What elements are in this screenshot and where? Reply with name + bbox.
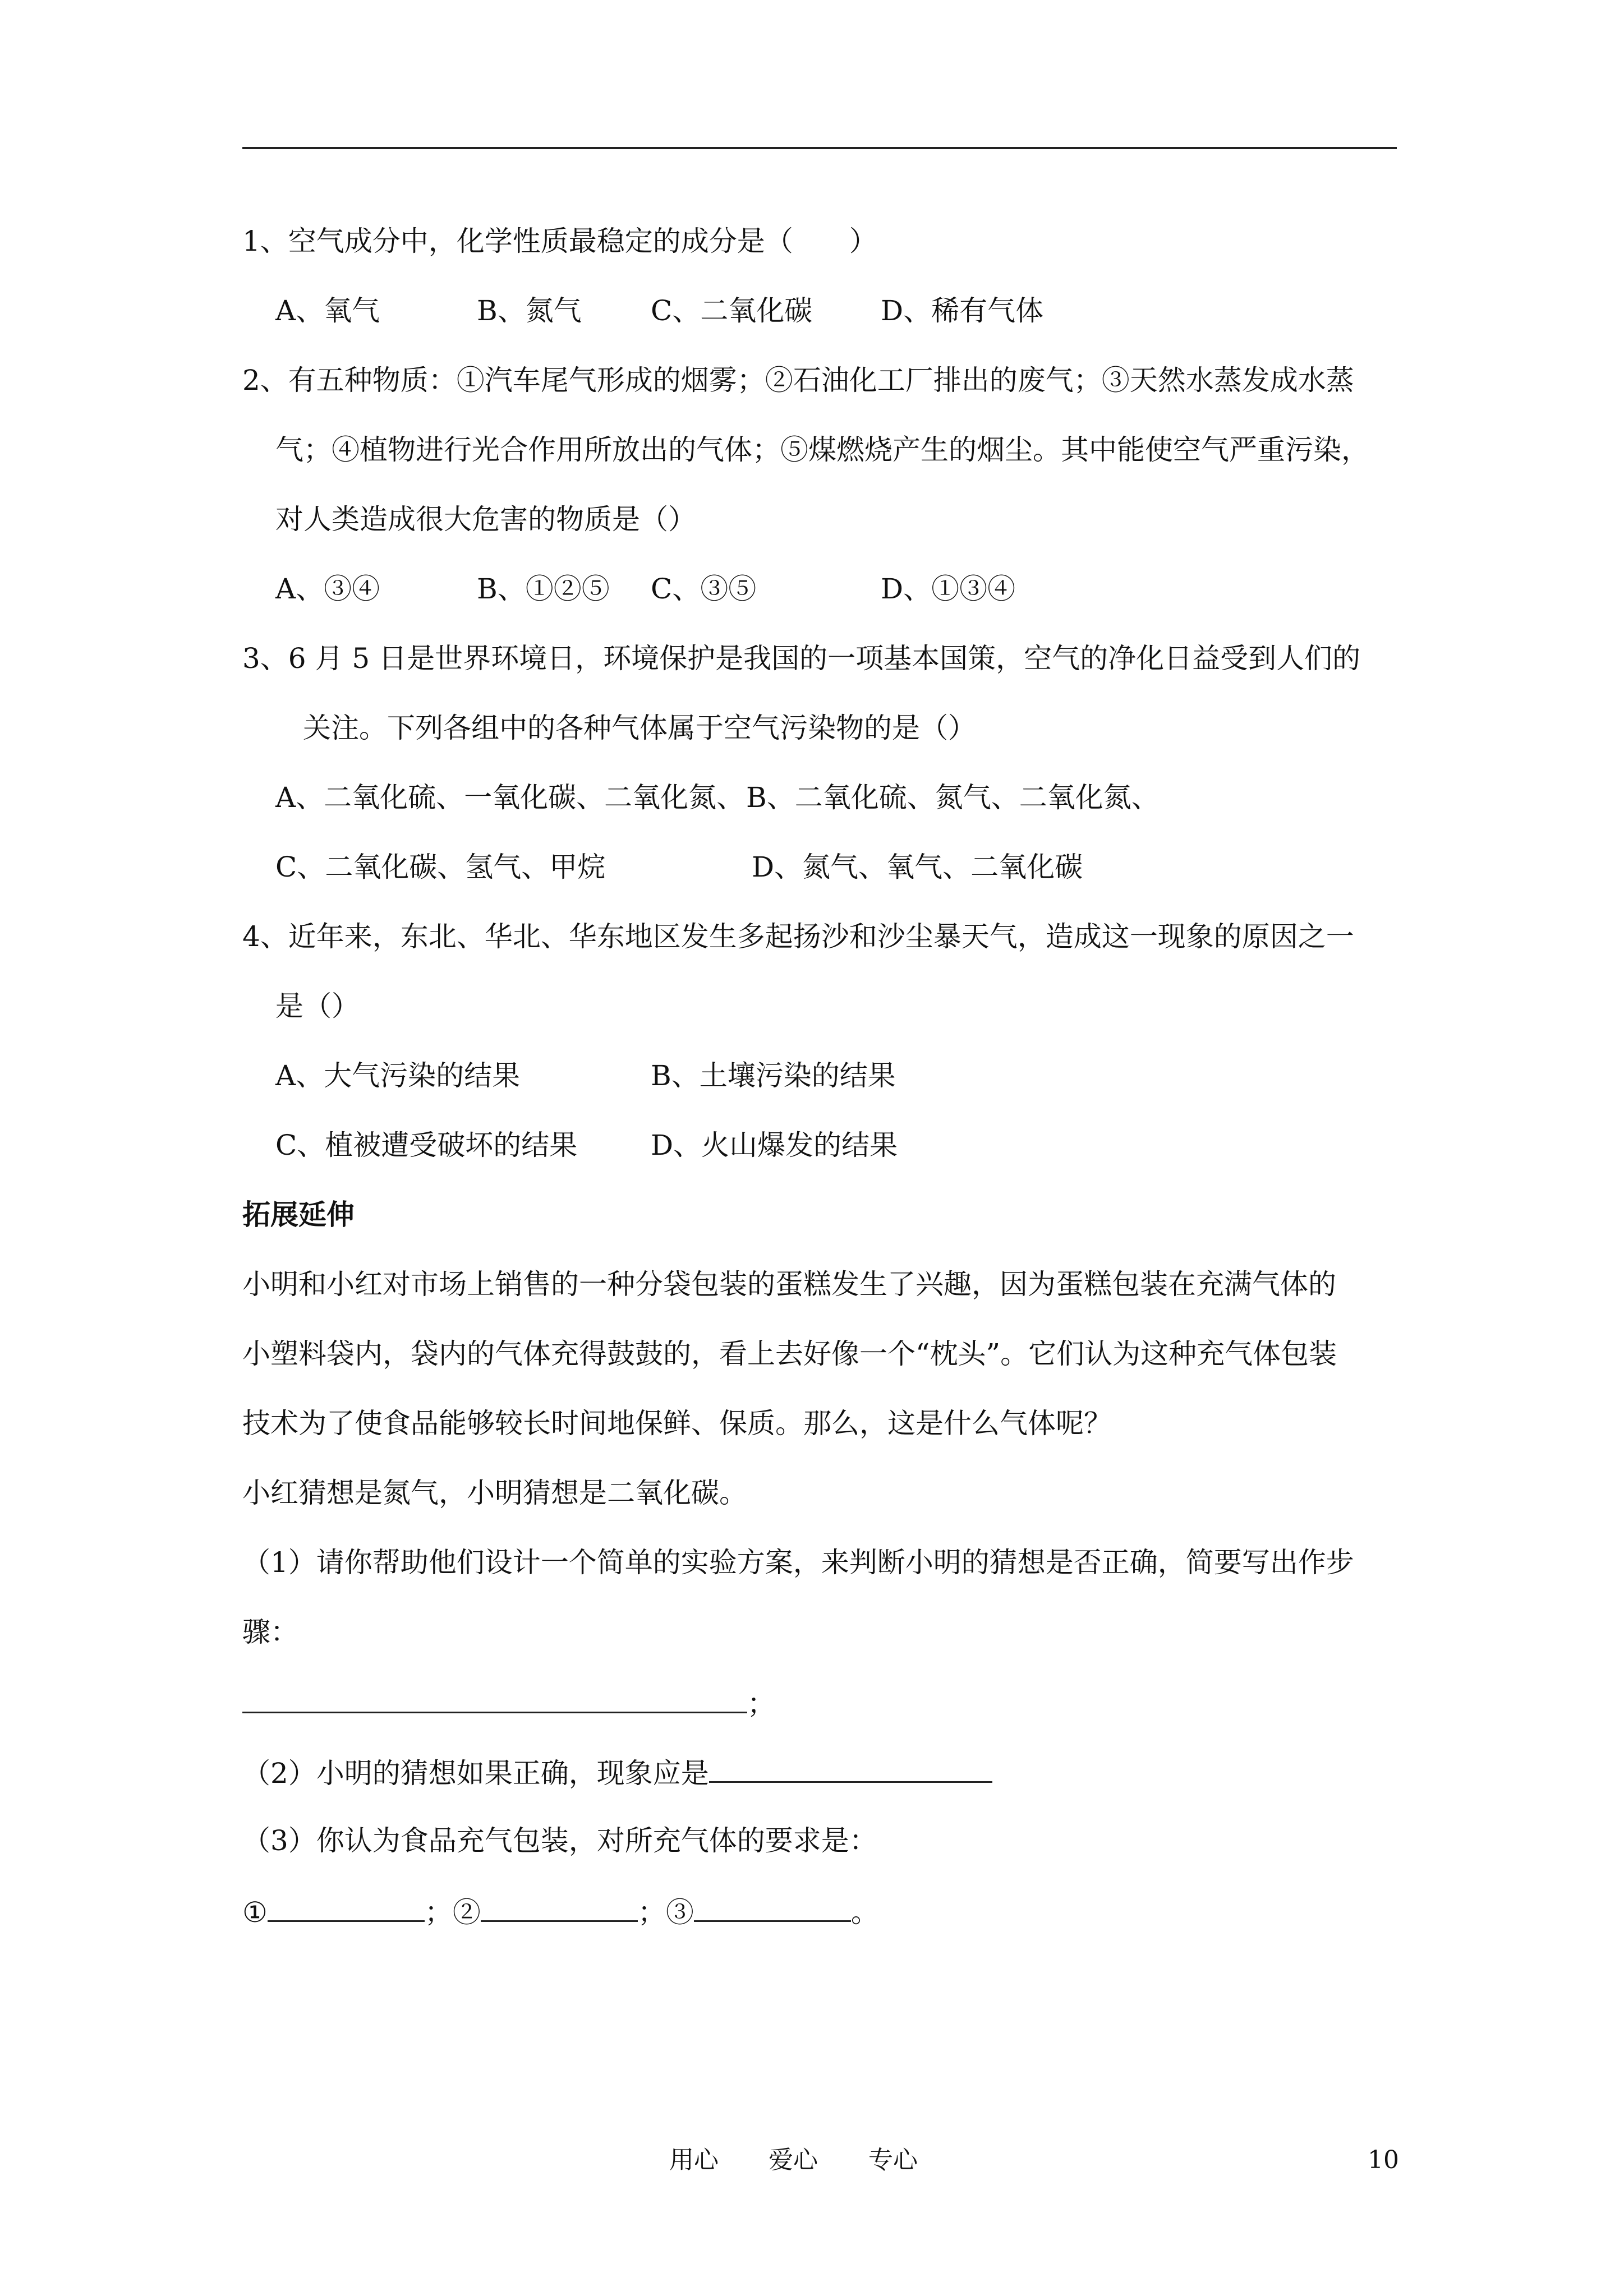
question-1-options — [0, 293, 1624, 329]
subquestion-2-row — [242, 1753, 992, 1791]
question-4-option-c: C、植被遭受破坏的结果 — [275, 1129, 578, 1161]
question-2-options — [0, 571, 1624, 607]
question-3-options-row-1 — [0, 780, 1624, 815]
question-3-option-a: A、二氧化硫、一氧化碳、二氧化氮、 — [275, 781, 745, 814]
requirement-1-label: ① — [242, 1896, 268, 1929]
question-2-option-b: B、①②⑤ — [477, 573, 610, 605]
extension-paragraph-line-3: 技术为了使食品能够较长时间地保鲜、保质。那么，这是什么气体呢？ — [242, 1407, 1112, 1440]
question-3-stem-line-2: 关注。下列各组中的各种气体属于空气污染物的是（） — [303, 712, 976, 744]
question-2-stem-line-3: 对人类造成很大危害的物质是（） — [275, 503, 696, 536]
question-2-option-c: C、③⑤ — [651, 573, 757, 605]
question-4-option-d: D、火山爆发的结果 — [651, 1129, 898, 1161]
requirement-2-label: ；② — [424, 1896, 481, 1929]
answer-blank-phenomenon[interactable] — [709, 1753, 992, 1783]
extension-paragraph-line-2: 小塑料袋内，袋内的气体充得鼓鼓的，看上去好像一个“枕头”。它们认为这种充气体包装 — [242, 1338, 1337, 1370]
question-4-stem-line-1: 4、近年来，东北、华北、华东地区发生多起扬沙和沙尘暴天气，造成这一现象的原因之一 — [242, 920, 1354, 953]
guess-statement: 小红猜想是氮气，小明猜想是二氧化碳。 — [242, 1477, 747, 1509]
answer-end-semicolon: ； — [747, 1688, 775, 1720]
question-1-option-c: C、二氧化碳 — [651, 294, 813, 327]
question-2-stem-line-2: 气；④植物进行光合作用所放出的气体；⑤煤燃烧产生的烟尘。其中能使空气严重污染， — [275, 434, 1369, 466]
footer-motto-3: 专心 — [868, 2146, 918, 2174]
subquestion-2-text: （2）小明的猜想如果正确，现象应是 — [242, 1757, 709, 1790]
answer-blank-requirement-2[interactable] — [481, 1892, 638, 1922]
question-4-option-a: A、大气污染的结果 — [275, 1059, 521, 1092]
answer-blank-steps[interactable] — [242, 1684, 747, 1713]
requirements-end-period: 。 — [850, 1896, 879, 1929]
question-4-option-b: B、土壤污染的结果 — [651, 1059, 896, 1092]
question-2-option-d: D、①③④ — [881, 573, 1016, 605]
footer-motto-1: 用心 — [669, 2146, 719, 2174]
section-heading: 拓展延伸 — [242, 1198, 355, 1231]
requirements-row — [242, 1892, 879, 1930]
subquestion-1-line-2: 骤： — [242, 1616, 298, 1648]
question-1-option-b: B、氮气 — [477, 294, 582, 327]
question-3-options-row-2 — [0, 849, 1624, 885]
footer-motto-2: 爱心 — [769, 2146, 818, 2174]
question-1-option-a: A、氧气 — [275, 294, 380, 327]
question-4-options-row-2 — [0, 1127, 1624, 1163]
question-4-options-row-1 — [0, 1058, 1624, 1094]
subquestion-3-text: （3）你认为食品充气包装，对所充气体的要求是： — [242, 1824, 877, 1857]
question-4-stem-line-2: 是（） — [275, 990, 360, 1022]
question-2-stem-line-1: 2、有五种物质：①汽车尾气形成的烟雾；②石油化工厂排出的废气；③天然水蒸发成水蒸 — [242, 364, 1354, 397]
question-3-option-d: D、氮气、氧气、二氧化碳 — [752, 851, 1083, 883]
answer-blank-requirement-1[interactable] — [268, 1892, 425, 1922]
question-2-option-a: A、③④ — [275, 573, 380, 605]
subquestion-1-answer-row — [242, 1684, 775, 1722]
question-3-option-b: B、二氧化硫、氮气、二氧化氮、 — [746, 781, 1160, 814]
subquestion-1-line-1: （1）请你帮助他们设计一个简单的实验方案，来判断小明的猜想是否正确，简要写出作步 — [242, 1546, 1354, 1579]
header-rule — [242, 147, 1397, 149]
requirement-3-label: ；③ — [637, 1896, 694, 1929]
question-1-option-d: D、稀有气体 — [881, 294, 1044, 327]
page-number: 10 — [1368, 2146, 1399, 2174]
question-1-stem: 1、空气成分中，化学性质最稳定的成分是（ ） — [242, 225, 877, 257]
question-3-option-c: C、二氧化碳、氢气、甲烷 — [275, 851, 606, 883]
answer-blank-requirement-3[interactable] — [694, 1892, 851, 1922]
question-3-stem-line-1: 3、6 月 5 日是世界环境日，环境保护是我国的一项基本国策，空气的净化日益受到人们的 — [242, 642, 1361, 675]
extension-paragraph-line-1: 小明和小红对市场上销售的一种分袋包装的蛋糕发生了兴趣，因为蛋糕包装在充满气体的 — [242, 1268, 1336, 1301]
